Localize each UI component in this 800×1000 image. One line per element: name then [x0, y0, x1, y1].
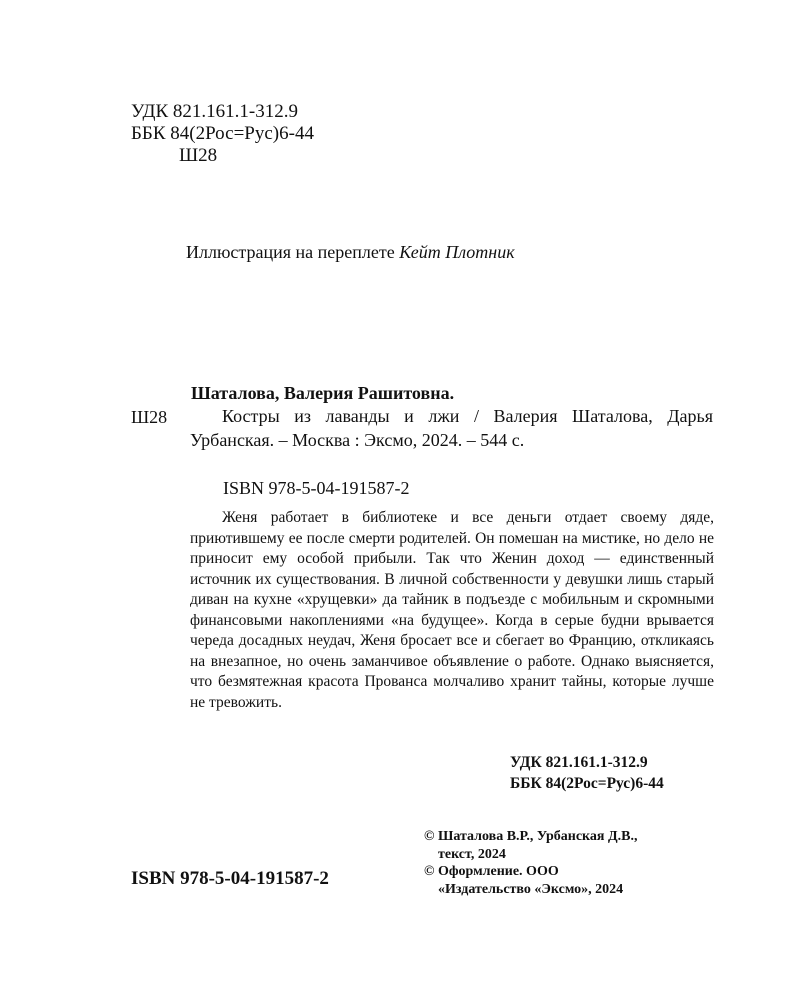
illustration-credit: [186, 242, 515, 263]
classification-block: [131, 101, 314, 167]
record-author: Шаталова, Валерия Рашитовна.: [191, 383, 455, 403]
annotation-codes: [510, 752, 664, 794]
bbk-code: ББК 84(2Рос=Рус)6-44: [131, 123, 314, 144]
record-cutter: Ш28: [131, 407, 168, 427]
annotation-udk: УДК 821.161.1-312.9: [510, 754, 648, 771]
annotation-text: Женя работает в библиотеке и все деньги отдает своему дяде, приютившему ее после смерти родителей. Он помешан на мистике, но дело не приносит ему особой прибыли. Так что Женин доход — единственный источник их существования. В личной собственности у девушки лишь старый диван на кухне «хрущевки» да тайник в подъезде с мобильным и скромными финансовыми накоплениями «на будущее». Когда в серые будни врывается череда досадных неудач, Женя бросает все и сбегает во Францию, откликаясь на внезапное, но очень заманчивое объявление о работе. Однако выясняется, что безмятежная красота Прованса молчаливо хранит тайны, которые лучше не тревожить.: [190, 509, 714, 711]
record-isbn: ISBN 978-5-04-191587-2: [223, 478, 410, 498]
copyright-line-3: © Оформление. ООО: [424, 864, 559, 879]
illustration-prefix: Иллюстрация на переплете: [186, 242, 400, 262]
illustration-artist: Кейт Плотник: [399, 242, 515, 262]
copyright-notice: [424, 828, 724, 898]
annotation-bbk: ББК 84(2Рос=Рус)6-44: [510, 775, 664, 792]
cutter-code: Ш28: [179, 145, 218, 166]
copyright-line-4: «Издательство «Эксмо», 2024: [438, 881, 624, 897]
udk-code: УДК 821.161.1-312.9: [131, 101, 298, 122]
copyright-line-2: текст, 2024: [438, 846, 506, 862]
record-description: Костры из лаванды и лжи / Валерия Шаталова, Дарья Урбанская. – Москва : Эксмо, 2024. – 544 с.: [190, 406, 713, 450]
copyright-line-1: © Шаталова В.Р., Урбанская Д.В.,: [424, 829, 638, 844]
footer-isbn: ISBN 978-5-04-191587-2: [131, 868, 329, 889]
